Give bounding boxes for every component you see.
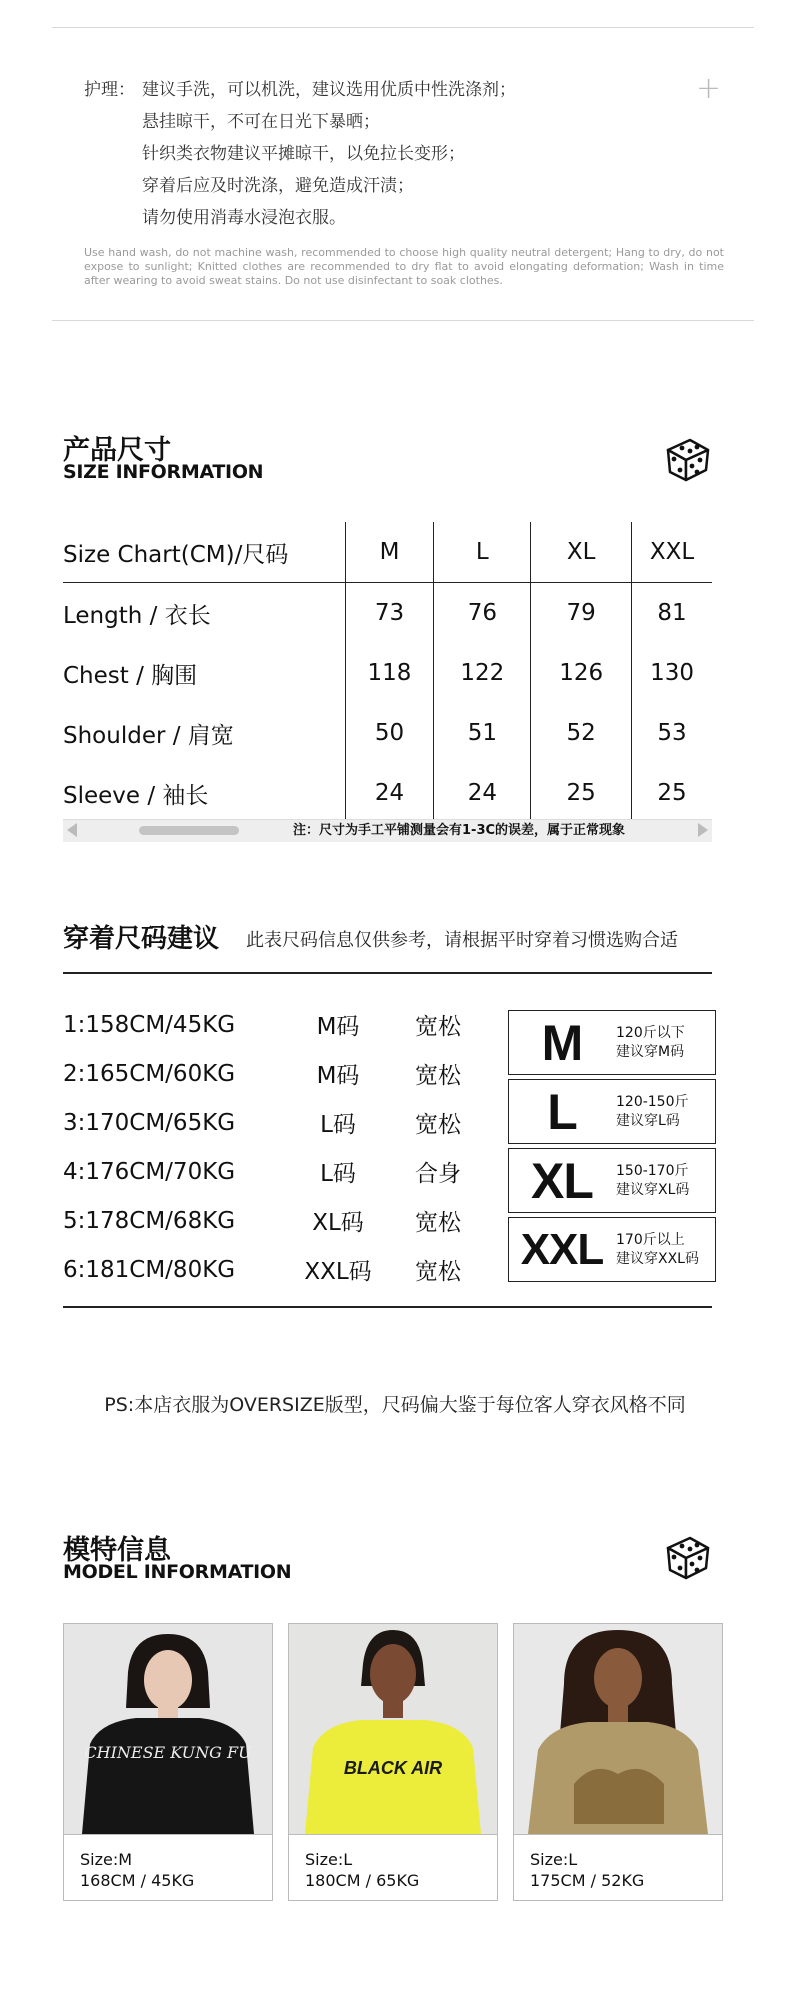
shirt-print-text: BLACK AIR (343, 1758, 443, 1778)
table-cell: 25 (631, 763, 712, 823)
plus-icon[interactable]: + (696, 71, 722, 106)
size-box-weight: 120斤以下 (616, 1025, 685, 1041)
model-title-en: MODEL INFORMATION (63, 1561, 292, 1583)
recommendation-subtitle: 此表尺码信息仅供参考，请根据平时穿着习惯选购合适 (246, 930, 678, 951)
size-box-weight: 170斤以上 (616, 1232, 685, 1248)
care-line: 建议手洗，可以机洗，建议选用优质中性洗涤剂； (142, 80, 516, 100)
care-instructions (84, 74, 516, 234)
size-box-label: XL (531, 1152, 593, 1209)
ps-note: PS:本店衣服为OVERSIZE版型，尺码偏大鉴于每位客人穿衣风格不同 (104, 1394, 686, 1416)
list-item (63, 1147, 483, 1196)
table-cell: 130 (631, 643, 712, 703)
size-box-advice: 建议穿L码 (616, 1113, 680, 1129)
table-header-cell: Size Chart(CM)/尺码 (63, 541, 289, 568)
dice-icon (660, 1530, 714, 1584)
model-measure: 175CM / 52KG (530, 1871, 645, 1890)
model-illustration (514, 1624, 722, 1834)
model-size: Size:L (305, 1850, 353, 1869)
table-header-row (63, 522, 712, 583)
fit: 宽松 (415, 1014, 461, 1040)
table-row (63, 583, 712, 643)
table-cell: Length / 衣长 (63, 602, 211, 629)
model-cards (63, 1623, 723, 1901)
list-item (63, 1245, 483, 1294)
model-card[interactable] (288, 1623, 498, 1901)
size-box-label: XXL (520, 1224, 604, 1274)
table-header-cell: L (433, 522, 530, 582)
table-cell: Shoulder / 肩宽 (63, 722, 234, 749)
table-cell: Sleeve / 袖长 (63, 782, 209, 809)
table-cell: 122 (433, 643, 530, 703)
table-scrollbar[interactable] (63, 819, 712, 842)
care-line: 悬挂晾干，不可在日光下暴晒； (142, 112, 380, 132)
table-cell: Chest / 胸围 (63, 662, 198, 689)
table-cell: 53 (631, 703, 712, 763)
size-box-xxl (508, 1217, 716, 1282)
list-item (63, 1098, 483, 1147)
recommendation-title: 穿着尺码建议 (63, 924, 220, 954)
care-label: 护理： (84, 80, 135, 100)
model-illustration (64, 1624, 272, 1834)
height-weight: 5:178CM/68KG (63, 1207, 236, 1234)
fit: 宽松 (415, 1112, 461, 1138)
table-note: 注：尺寸为手工平铺测量会有1-3C的误差，属于正常现象 (293, 823, 626, 838)
recommendation-divider-top (63, 972, 712, 974)
list-item (63, 1049, 483, 1098)
model-card[interactable] (63, 1623, 273, 1901)
size-box-weight: 120-150斤 (616, 1094, 689, 1110)
model-size: Size:M (80, 1850, 133, 1869)
model-card[interactable] (513, 1623, 723, 1901)
model-measure: 168CM / 45KG (80, 1871, 195, 1890)
care-divider (52, 320, 754, 321)
model-title-cn: 模特信息 (63, 1535, 171, 1566)
table-row (63, 763, 712, 823)
scroll-thumb[interactable] (139, 826, 239, 835)
table-cell: 81 (631, 583, 712, 643)
scroll-right-arrow-icon[interactable] (698, 823, 708, 837)
model-measure: 180CM / 65KG (305, 1871, 420, 1890)
height-weight: 2:165CM/60KG (63, 1060, 236, 1087)
shirt-print-text: CHINESE KUNG FU (84, 1743, 252, 1762)
recommended-size: M码 (316, 1014, 360, 1040)
model-photo (514, 1624, 722, 1835)
table-cell: 24 (345, 763, 434, 823)
table-header-cell: M (345, 522, 434, 582)
table-cell: 25 (530, 763, 631, 823)
table-cell: 73 (345, 583, 434, 643)
model-photo (289, 1624, 497, 1835)
size-box-xl (508, 1148, 716, 1213)
table-cell: 52 (530, 703, 631, 763)
height-weight: 4:176CM/70KG (63, 1158, 236, 1185)
recommended-size: XL码 (312, 1210, 364, 1236)
recommended-size: L码 (320, 1112, 356, 1138)
recommended-size: XXL码 (304, 1259, 372, 1285)
list-item (63, 1000, 483, 1049)
table-cell: 126 (530, 643, 631, 703)
fit: 宽松 (415, 1259, 461, 1285)
table-cell: 24 (433, 763, 530, 823)
size-box-m (508, 1010, 716, 1075)
care-english: Use hand wash, do not machine wash, recommended to choose high quality neutral detergent; Hang to dry, do not expose to sunlight; Knitted clothes are recommended to dry flat to avoid elongating deformation; Wash in time after wearing to avoid sweat stains. Do not use disinfectant to soak clothes. (84, 246, 724, 287)
recommendation-list (63, 1000, 483, 1294)
height-weight: 1:158CM/45KG (63, 1011, 236, 1038)
list-item (63, 1196, 483, 1245)
height-weight: 3:170CM/65KG (63, 1109, 236, 1136)
recommendation-divider-bottom (63, 1306, 712, 1308)
model-photo (64, 1624, 272, 1835)
table-cell: 79 (530, 583, 631, 643)
size-title-en: SIZE INFORMATION (63, 461, 264, 483)
table-header-cell: XL (530, 522, 631, 582)
dice-icon (660, 432, 714, 486)
size-title-cn: 产品尺寸 (63, 435, 171, 466)
fit: 宽松 (415, 1063, 461, 1089)
table-cell: 76 (433, 583, 530, 643)
table-cell: 50 (345, 703, 434, 763)
recommended-size: M码 (316, 1063, 360, 1089)
table-header-cell: XXL (631, 522, 712, 582)
height-weight: 6:181CM/80KG (63, 1256, 236, 1283)
model-illustration (289, 1624, 497, 1834)
table-cell: 118 (345, 643, 434, 703)
size-box-advice: 建议穿XXL码 (616, 1251, 699, 1267)
table-row (63, 643, 712, 703)
table-cell: 51 (433, 703, 530, 763)
size-box-label: L (547, 1083, 577, 1140)
fit: 宽松 (415, 1210, 461, 1236)
care-line: 穿着后应及时洗涤，避免造成汗渍； (142, 176, 414, 196)
size-chart-table (63, 522, 712, 823)
fit: 合身 (415, 1161, 461, 1187)
size-box-weight: 150-170斤 (616, 1163, 689, 1179)
size-box-label: M (541, 1014, 583, 1071)
size-box-advice: 建议穿XL码 (616, 1182, 690, 1198)
model-size: Size:L (530, 1850, 578, 1869)
scroll-left-arrow-icon[interactable] (67, 823, 77, 837)
size-box-advice: 建议穿M码 (616, 1044, 685, 1060)
care-line: 请勿使用消毒水浸泡衣服。 (142, 208, 346, 228)
care-line: 针织类衣物建议平摊晾干，以免拉长变形； (142, 144, 465, 164)
recommended-size: L码 (320, 1161, 356, 1187)
top-divider (52, 27, 754, 28)
table-row (63, 703, 712, 763)
size-guide-boxes (508, 1010, 716, 1286)
size-box-l (508, 1079, 716, 1144)
